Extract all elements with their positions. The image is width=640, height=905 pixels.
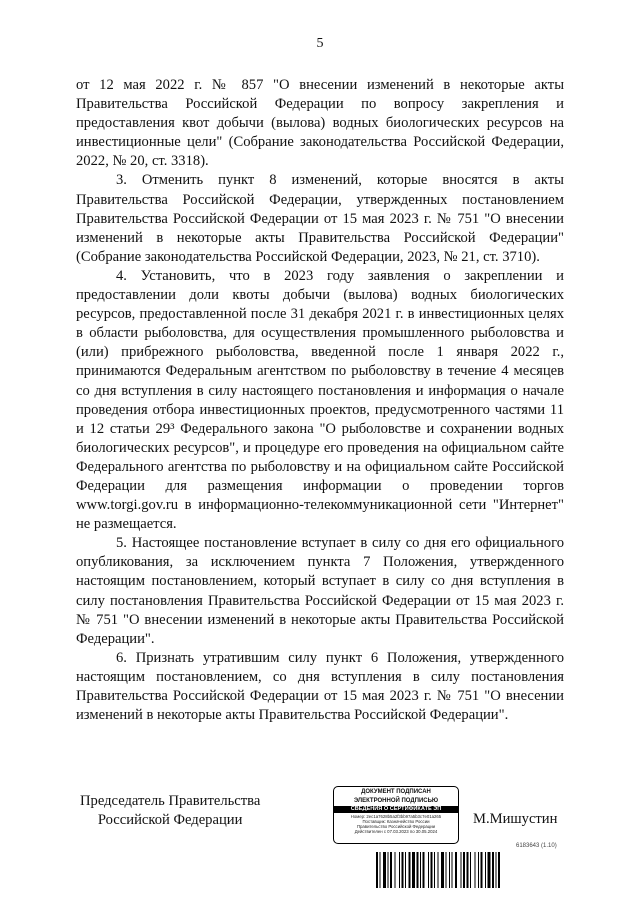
stamp-serial: Номер: 2ec1a7628b5a2f3bb97a5b3c7e01a265 — [350, 813, 442, 819]
signatory-title — [80, 792, 260, 830]
stamp-holder: Правительство Российской Федерации — [356, 824, 436, 829]
paragraph-item-4: 4. Установить, что в 2023 году заявления о закреплении и предоставлении доли квоты добычи (вылова) водных биологических ресурсов, предоставленной после 31 декабря 2021 г. в инвестиционных целях в области рыболовства, для осуществления промышленного рыболовства и (или) прибрежного рыболовства, введенной после 1 января 2022 г., принимаются Федеральным агентством по рыболовству в течение 4 месяцев со дня вступления в силу настоящего постановления и информация о начале проведения отбора инвестиционных проектов, предусмотренного частями 11 и 12 статьи 29³ Федерального закона "О рыболовстве и сохранении водных биологических ресурсов", и процедуре его проведения на официальном сайте Федерального агентства по рыболовству и на официальном сайте Российской Федерации для размещения информации о проведении торгов www.torgi.gov.ru в информационно-телекоммуникационной сети "Интернет" не размещается. — [76, 267, 564, 533]
page-number: 5 — [316, 36, 324, 51]
signatory-title-line1: Председатель Правительства — [80, 793, 261, 809]
stamp-band: СВЕДЕНИЯ О СЕРТИФИКАТЕ ЭП — [334, 806, 458, 813]
paragraph-item-3: 3. Отменить пункт 8 изменений, которые вносятся в акты Правительства Российской Федерации, утвержденных постановлением Правительства Российской Федерации от 15 мая 2023 г. № 751 "О внесении изменений в некоторые акты Правительства Российской Федерации" (Собрание законодательства Российской Федерации, 2023, № 21, ст. 3710). — [76, 172, 564, 265]
document-body — [76, 76, 564, 725]
stamp-issuer: Поставщик: Казначейство России — [362, 818, 430, 824]
signatory-title-line2: Российской Федерации — [97, 812, 243, 828]
signer-name: М.Мишустин — [473, 811, 558, 827]
paragraph-item-6: 6. Признать утратившим силу пункт 6 Положения, утвержденного настоящим постановлением, со дня вступления в силу постановления Правительства Российской Федерации от 15 мая 2023 г. № 751 "О внесении изменений в некоторые акты Правительства Российской Федерации". — [76, 649, 564, 724]
paragraph-item-5: 5. Настоящее постановление вступает в силу со дня его официального опубликования, за исключением пункта 7 Положения, утвержденного настоящим постановлением, который вступает в силу со дня вступления в силу постановления Правительства Российской Федерации от 15 мая 2023 г. № 751 "О внесении изменений в некоторые акты Правительства Российской Федерации". — [76, 535, 564, 647]
document-code: 6183643 (1.10) — [516, 843, 557, 849]
stamp-line2: ЭЛЕКТРОННОЙ ПОДПИСЬЮ — [353, 797, 439, 804]
barcode-image — [376, 852, 566, 888]
electronic-signature-stamp — [333, 786, 459, 844]
stamp-validity: Действителен с 07.03.2023 по 30.05.2024 — [354, 829, 438, 835]
paragraph-continuation: от 12 мая 2022 г. № 857 "О внесении изменений в некоторые акты Правительства Российской Федерации по вопросу закрепления и предоставления квот добычи (вылова) водных биологических ресурсов на инвестиционные цели" (Собрание законодательства Российской Федерации, 2022, № 20, ст. 3318). — [76, 77, 564, 170]
stamp-line1: ДОКУМЕНТ ПОДПИСАН — [361, 789, 431, 795]
